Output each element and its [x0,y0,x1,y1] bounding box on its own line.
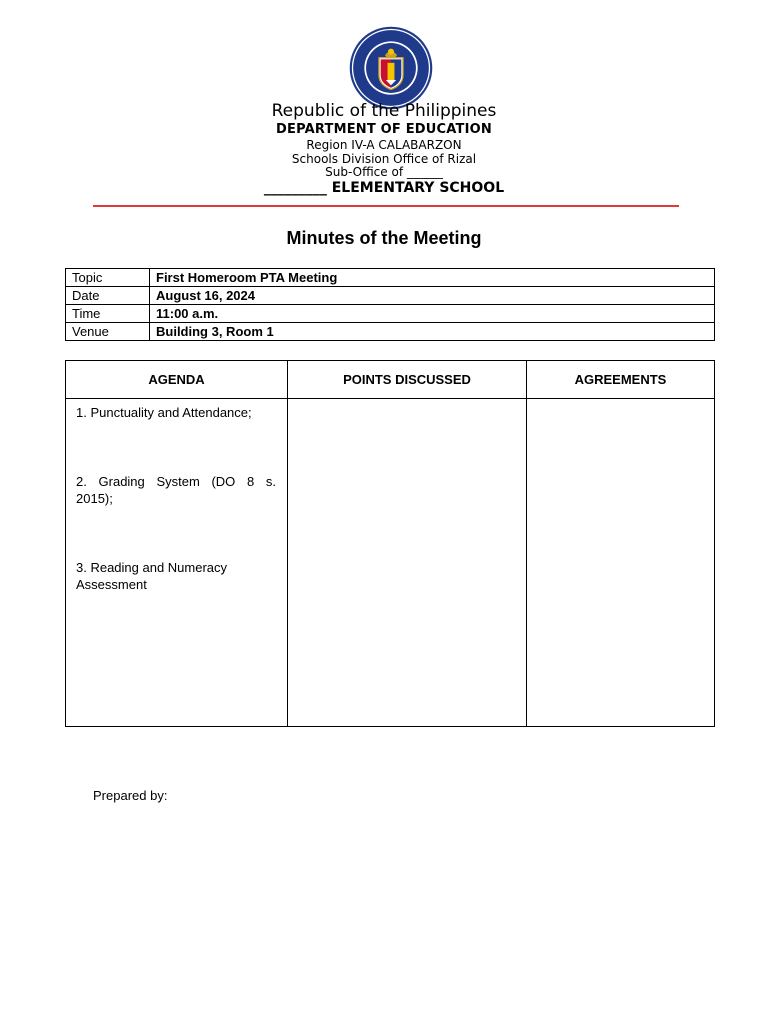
agenda-header-row [66,361,715,399]
info-row-date [66,287,715,305]
info-value: First Homeroom PTA Meeting [150,269,715,287]
agenda-item: 3. Reading and Numeracy Assessment [76,560,228,592]
info-value: August 16, 2024 [150,287,715,305]
prepared-by-label: Prepared by: [93,788,168,803]
info-row-time [66,305,715,323]
info-label: Topic [66,269,150,287]
info-label: Date [66,287,150,305]
agenda-item: 2. Grading System (DO 8 s. 2015); [76,474,276,506]
agenda-item: 1. Punctuality and Attendance; [76,405,252,420]
department-heading: DEPARTMENT OF EDUCATION [276,122,492,137]
header-divider [93,205,679,207]
header-agreements: AGREEMENTS [527,361,715,399]
deped-seal-logo [348,25,434,111]
info-label: Venue [66,323,150,341]
header-agenda: AGENDA [66,361,288,399]
sub-office-line: Sub-Office of ______ [325,165,443,179]
agreements-cell[interactable] [527,399,715,727]
region-line: Region IV-A CALABARZON [306,138,462,152]
division-line: Schools Division Office of Rizal [291,152,477,166]
document-title: Minutes of the Meeting [286,228,482,248]
republic-heading: Republic of the Philippines [271,101,497,121]
info-value: 11:00 a.m. [150,305,715,323]
info-value: Building 3, Room 1 [150,323,715,341]
agenda-table [65,360,715,727]
info-row-topic [66,269,715,287]
agenda-body-row [66,399,715,727]
school-name-line: _________ ELEMENTARY SCHOOL [263,180,505,196]
header-points-discussed: POINTS DISCUSSED [288,361,527,399]
info-row-venue [66,323,715,341]
info-label: Time [66,305,150,323]
meeting-info-table [65,268,715,341]
points-discussed-cell[interactable] [288,399,527,727]
agenda-cell [66,399,288,727]
